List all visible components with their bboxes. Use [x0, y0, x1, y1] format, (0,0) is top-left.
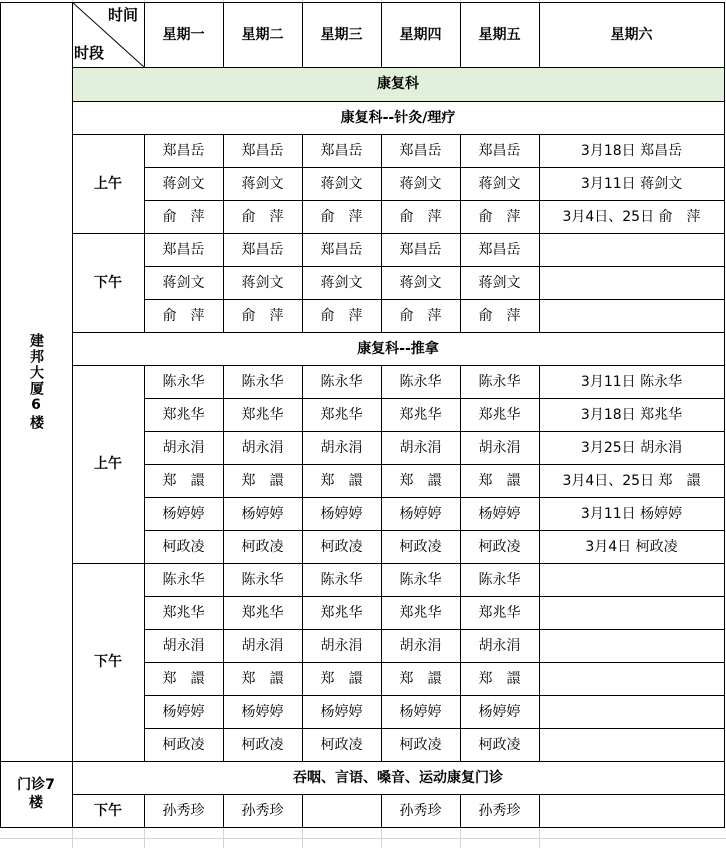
doctor-cell: 俞 萍	[241, 208, 284, 225]
day-header: 星期六	[610, 26, 653, 43]
doctor-cell: 郑 譞	[478, 472, 521, 489]
doctor-cell: 胡永涓	[320, 637, 363, 654]
doctor-cell: 胡永涓	[399, 637, 442, 654]
saturday-cell: 3月11日 蒋剑文	[580, 175, 683, 192]
grid-line	[381, 233, 382, 333]
doctor-cell: 陈永华	[162, 571, 205, 588]
doctor-cell: 杨婷婷	[320, 703, 363, 720]
doctor-cell: 蒋剑文	[241, 274, 284, 291]
doctor-cell: 杨婷婷	[241, 505, 284, 522]
saturday-cell: 3月18日 郑兆华	[580, 406, 683, 423]
day-header: 星期五	[478, 26, 521, 43]
saturday-cell	[539, 695, 724, 728]
doctor-cell: 郑兆华	[162, 604, 205, 621]
doctor-cell: 郑 譞	[478, 670, 521, 687]
doctor-cell: 陈永华	[320, 373, 363, 390]
doctor-cell: 陈永华	[162, 373, 205, 390]
grid-line	[144, 233, 145, 333]
grid-line	[144, 365, 145, 564]
doctor-cell: 郑 譞	[162, 670, 205, 687]
outpatient-title: 吞咽、言语、嗓音、运动康复门诊	[293, 769, 503, 786]
doctor-cell: 俞 萍	[478, 307, 521, 324]
doctor-cell: 俞 萍	[399, 208, 442, 225]
grid-line	[460, 365, 461, 564]
grid-line	[144, 596, 725, 597]
doctor-cell: 蒋剑文	[162, 274, 205, 291]
grid-line	[302, 563, 303, 762]
doctor-cell: 杨婷婷	[320, 505, 363, 522]
doctor-cell: 孙秀珍	[241, 802, 284, 819]
doctor-cell: 郑 譞	[241, 472, 284, 489]
saturday-cell	[539, 662, 724, 695]
grid-line	[0, 761, 725, 762]
doctor-cell: 郑 譞	[241, 670, 284, 687]
doctor-cell: 郑 譞	[320, 670, 363, 687]
grid-line	[302, 134, 303, 234]
doctor-cell: 杨婷婷	[399, 505, 442, 522]
doctor-cell: 蒋剑文	[399, 175, 442, 192]
doctor-cell: 陈永华	[478, 571, 521, 588]
grid-line	[144, 200, 725, 201]
grid-line	[72, 101, 725, 102]
grid-line	[223, 365, 224, 564]
doctor-cell: 柯政凌	[241, 736, 284, 753]
grid-line	[0, 827, 725, 828]
grid-line	[144, 134, 145, 234]
grid-line	[144, 794, 145, 828]
saturday-cell	[539, 563, 724, 596]
doctor-cell: 孙秀珍	[478, 802, 521, 819]
grid-line	[381, 2, 382, 68]
doctor-cell: 杨婷婷	[162, 505, 205, 522]
grid-line	[302, 2, 303, 68]
doctor-cell: 郑 譞	[399, 670, 442, 687]
afternoon-label: 下午	[94, 274, 122, 291]
doctor-cell: 郑昌岳	[478, 142, 521, 159]
doctor-cell: 胡永涓	[478, 637, 521, 654]
doctor-cell: 郑昌岳	[241, 142, 284, 159]
doctor-cell: 郑兆华	[320, 406, 363, 423]
grid-line	[223, 2, 224, 68]
day-header: 星期三	[320, 26, 363, 43]
department-band: 康复科	[72, 67, 724, 101]
grid-line	[144, 530, 725, 531]
grid-line	[302, 794, 303, 828]
grid-line	[223, 563, 224, 762]
doctor-cell: 郑兆华	[241, 604, 284, 621]
sheet-gridline	[0, 838, 726, 839]
grid-line	[144, 497, 725, 498]
grid-line	[223, 794, 224, 828]
grid-line	[144, 167, 725, 168]
doctor-cell: 郑 譞	[162, 472, 205, 489]
corner-header-cell	[72, 2, 144, 67]
day-header: 星期一	[162, 26, 205, 43]
corner-label-period: 时段	[74, 44, 105, 62]
saturday-cell	[539, 629, 724, 662]
saturday-cell: 3月4日、25日 郑 譞	[562, 472, 701, 489]
grid-line	[223, 233, 224, 333]
section-title: 康复科--针灸/理疗	[340, 109, 456, 126]
doctor-cell: 郑 譞	[399, 472, 442, 489]
doctor-cell: 胡永涓	[241, 439, 284, 456]
doctor-cell: 郑 譞	[320, 472, 363, 489]
grid-line	[144, 662, 725, 663]
doctor-cell: 柯政凌	[320, 538, 363, 555]
grid-line	[144, 563, 145, 762]
doctor-cell: 郑昌岳	[399, 142, 442, 159]
doctor-cell: 孙秀珍	[399, 802, 442, 819]
doctor-cell: 俞 萍	[320, 208, 363, 225]
doctor-cell: 杨婷婷	[478, 703, 521, 720]
doctor-cell: 郑昌岳	[162, 241, 205, 258]
doctor-cell: 蒋剑文	[478, 274, 521, 291]
grid-line	[144, 266, 725, 267]
doctor-cell: 郑昌岳	[320, 142, 363, 159]
grid-line	[144, 728, 725, 729]
grid-line	[381, 794, 382, 828]
doctor-cell: 柯政凌	[399, 538, 442, 555]
grid-line	[0, 2, 725, 3]
grid-line	[460, 794, 461, 828]
doctor-cell: 俞 萍	[241, 307, 284, 324]
doctor-cell: 陈永华	[320, 571, 363, 588]
doctor-cell: 胡永涓	[399, 439, 442, 456]
doctor-cell	[539, 794, 724, 827]
grid-line	[381, 563, 382, 762]
afternoon-label: 下午	[94, 654, 122, 670]
saturday-cell: 3月4日、25日 俞 萍	[562, 208, 701, 225]
section-title: 康复科--推拿	[357, 340, 439, 357]
grid-line	[72, 2, 73, 828]
doctor-cell: 杨婷婷	[241, 703, 284, 720]
doctor-cell: 郑昌岳	[162, 142, 205, 159]
doctor-cell: 柯政凌	[478, 538, 521, 555]
grid-line	[460, 2, 461, 68]
saturday-cell: 3月11日 陈永华	[580, 373, 683, 390]
grid-line	[144, 398, 725, 399]
doctor-cell: 杨婷婷	[399, 703, 442, 720]
doctor-cell: 郑兆华	[320, 604, 363, 621]
grid-line	[539, 794, 540, 828]
grid-line	[460, 233, 461, 333]
grid-line	[144, 431, 725, 432]
saturday-cell: 3月11日 杨婷婷	[580, 505, 683, 522]
saturday-cell: 3月25日 胡永涓	[580, 439, 683, 456]
doctor-cell: 胡永涓	[320, 439, 363, 456]
saturday-cell	[539, 233, 724, 266]
doctor-cell: 郑兆华	[399, 604, 442, 621]
afternoon-label: 下午	[94, 802, 122, 819]
doctor-cell: 柯政凌	[241, 538, 284, 555]
doctor-cell: 郑昌岳	[478, 241, 521, 258]
saturday-cell	[539, 299, 724, 332]
grid-line	[72, 332, 725, 333]
grid-line	[539, 2, 540, 68]
doctor-cell: 郑兆华	[162, 406, 205, 423]
day-header: 星期二	[241, 26, 284, 43]
saturday-cell	[539, 728, 724, 761]
morning-label: 上午	[94, 175, 122, 192]
doctor-cell: 俞 萍	[320, 307, 363, 324]
doctor-cell: 杨婷婷	[162, 703, 205, 720]
doctor-cell: 郑昌岳	[399, 241, 442, 258]
doctor-cell: 柯政凌	[478, 736, 521, 753]
doctor-cell: 蒋剑文	[399, 274, 442, 291]
doctor-cell: 柯政凌	[162, 736, 205, 753]
grid-line	[539, 365, 540, 564]
saturday-cell: 3月18日 郑昌岳	[580, 142, 683, 159]
grid-line	[72, 563, 725, 564]
morning-label: 上午	[94, 456, 122, 472]
doctor-cell: 胡永涓	[241, 637, 284, 654]
doctor-cell: 郑昌岳	[241, 241, 284, 258]
grid-line	[144, 464, 725, 465]
saturday-cell	[539, 266, 724, 299]
grid-line	[381, 365, 382, 564]
building-label: 建邦大厦6楼	[28, 332, 44, 431]
grid-line	[302, 365, 303, 564]
grid-line	[72, 365, 725, 366]
doctor-cell: 俞 萍	[162, 307, 205, 324]
doctor-cell: 陈永华	[241, 571, 284, 588]
saturday-cell: 3月4日 柯政凌	[585, 538, 678, 555]
doctor-cell: 胡永涓	[162, 439, 205, 456]
doctor-cell: 郑兆华	[478, 406, 521, 423]
saturday-cell	[539, 596, 724, 629]
doctor-cell: 孙秀珍	[162, 802, 205, 819]
doctor-cell: 胡永涓	[162, 637, 205, 654]
grid-line	[144, 629, 725, 630]
day-header: 星期四	[399, 26, 442, 43]
doctor-cell: 俞 萍	[399, 307, 442, 324]
grid-line	[223, 134, 224, 234]
grid-line	[72, 233, 725, 234]
doctor-cell: 柯政凌	[162, 538, 205, 555]
doctor-cell: 蒋剑文	[241, 175, 284, 192]
doctor-cell: 蒋剑文	[162, 175, 205, 192]
doctor-cell: 杨婷婷	[478, 505, 521, 522]
grid-line	[460, 134, 461, 234]
doctor-cell: 俞 萍	[478, 208, 521, 225]
grid-line	[381, 134, 382, 234]
grid-line	[460, 563, 461, 762]
doctor-cell: 蒋剑文	[320, 274, 363, 291]
grid-line	[724, 2, 725, 828]
grid-line	[72, 134, 725, 135]
doctor-cell: 胡永涓	[478, 439, 521, 456]
grid-line	[144, 299, 725, 300]
grid-line	[72, 794, 725, 795]
doctor-cell: 蒋剑文	[478, 175, 521, 192]
grid-line	[539, 563, 540, 762]
doctor-cell: 蒋剑文	[320, 175, 363, 192]
doctor-cell	[302, 794, 381, 827]
grid-line	[144, 695, 725, 696]
doctor-cell: 陈永华	[399, 373, 442, 390]
grid-line	[539, 134, 540, 234]
doctor-cell: 郑兆华	[241, 406, 284, 423]
doctor-cell: 郑兆华	[478, 604, 521, 621]
doctor-cell: 郑兆华	[399, 406, 442, 423]
doctor-cell: 郑昌岳	[320, 241, 363, 258]
doctor-cell: 俞 萍	[162, 208, 205, 225]
doctor-cell: 陈永华	[399, 571, 442, 588]
doctor-cell: 柯政凌	[399, 736, 442, 753]
corner-label-time: 时间	[107, 6, 138, 24]
grid-line	[72, 67, 725, 68]
doctor-cell: 陈永华	[241, 373, 284, 390]
grid-line	[539, 233, 540, 333]
doctor-cell: 柯政凌	[320, 736, 363, 753]
doctor-cell: 陈永华	[478, 373, 521, 390]
outpatient-building-label: 门诊7楼	[17, 777, 55, 811]
grid-line	[302, 233, 303, 333]
grid-line	[0, 2, 1, 828]
grid-line	[144, 2, 145, 68]
